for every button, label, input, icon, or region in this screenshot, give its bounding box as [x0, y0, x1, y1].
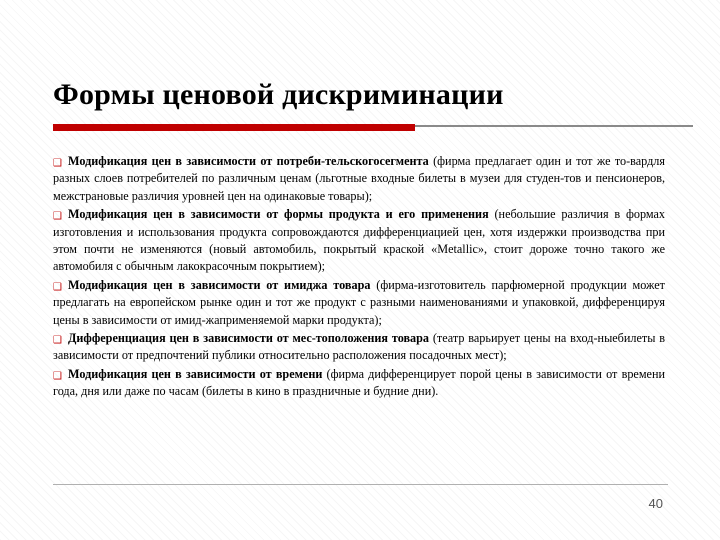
checkbox-square-icon: ❑: [53, 335, 62, 347]
checkbox-square-icon: ❑: [53, 211, 62, 223]
item-text: (фирма-изготовитель парфюмерной продукции может предлагать на европейском рынке один и тот же продукт с разными наименованиями и упаковкой, дифференцируя цены в зависимости от имид-жаприменяемой марки продукта);: [53, 277, 665, 327]
item-text: (театр варьирует цены на вход-ныебилеты в зависимости от предпочтений публики относительно расположения посадочных мест);: [53, 331, 665, 363]
item-heading: Модификация цен в зависимости от времени: [68, 366, 323, 381]
list-item: [53, 277, 665, 329]
item-text: (фирма предлагает один и тот же то-вардля разных слоев потребителей по различным ценам (льготные входные билеты в музеи для студен-тов и пенсионеров, межстрановые различия уровней цен на одинаковые товары);: [53, 154, 665, 203]
list-item: [53, 330, 665, 365]
checkbox-square-icon: ❑: [53, 158, 62, 169]
page-number: 40: [648, 496, 663, 511]
list-item: [53, 153, 665, 205]
item-text: (небольшие различия в формах изготовления и использования продукта сопровождаются дифференциацией цен, хотя издержки производства при этом почти не изменяются (новый автомобиль, покрытый краской «Metallic», стоит дороже точно такого же автомобиля с обычным лакокрасочным покрытием);: [53, 207, 666, 274]
item-heading: Модификация цен в зависимости от имиджа товара: [68, 277, 371, 292]
list-item: [53, 206, 665, 276]
title-accent-bar: [53, 124, 415, 131]
slide-title: Формы ценовой дискриминации: [53, 78, 504, 111]
footer-divider: [53, 484, 668, 485]
item-heading: Дифференциация цен в зависимости от мес-тоположения товара: [68, 331, 430, 346]
bullet-list: [53, 153, 665, 402]
checkbox-square-icon: ❑: [53, 281, 62, 293]
checkbox-square-icon: ❑: [53, 370, 62, 382]
list-item: [53, 366, 665, 401]
item-heading: Модификация цен в зависимости от формы продукта и его применения: [68, 207, 489, 222]
item-heading: Модификация цен в зависимости от потреби-тельскогосегмента: [68, 154, 429, 168]
item-text: (фирма дифференцирует порой цены в зависимости от времени года, дня или даже по часам (билеты в кино в праздничные и будние дни).: [53, 366, 665, 399]
